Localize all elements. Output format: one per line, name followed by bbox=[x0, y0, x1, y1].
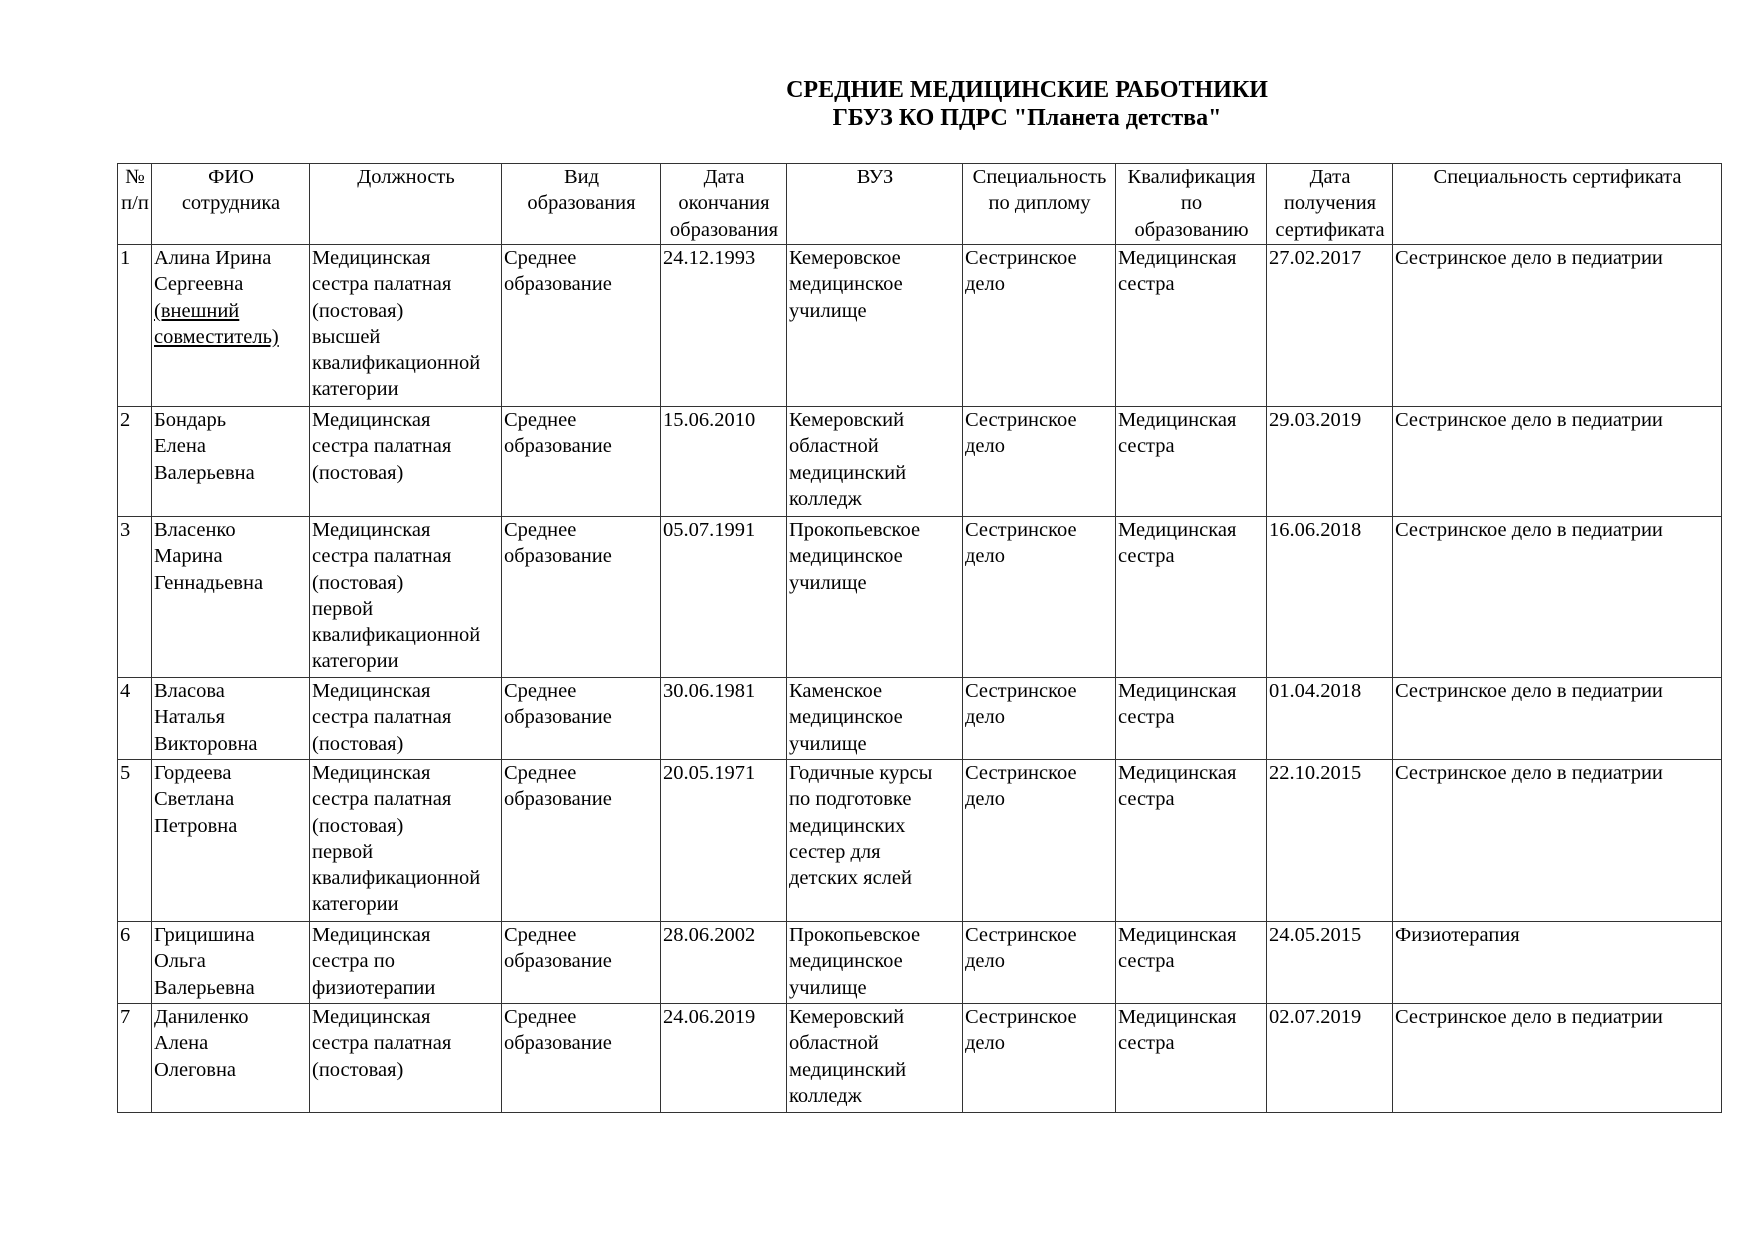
cell-text-line: Среднее bbox=[504, 762, 577, 784]
cell-text-line: медицинский bbox=[789, 461, 907, 484]
cell-text-line: сестра палатная bbox=[312, 273, 452, 296]
table-row bbox=[118, 407, 1722, 517]
cell-text-line: образование bbox=[504, 706, 612, 729]
cell-certificate-specialty: Сестринское дело в педиатрии bbox=[1393, 1004, 1722, 1113]
cell-position bbox=[310, 407, 502, 517]
cell-diploma-specialty bbox=[963, 760, 1116, 922]
cell-text-line: Годичные курсы bbox=[789, 762, 933, 784]
cell-text-line: Елена bbox=[154, 435, 206, 458]
cell-text-line: Валерьевна bbox=[154, 976, 255, 999]
cell-text-line: Геннадьевна bbox=[154, 571, 264, 594]
cell-text-line: Кемеровское bbox=[789, 247, 901, 269]
cell-number: 5 bbox=[118, 760, 152, 922]
header-education-type bbox=[502, 164, 661, 245]
cell-institution bbox=[787, 407, 963, 517]
cell-text-line: Медицинская bbox=[312, 680, 431, 702]
header-institution bbox=[787, 164, 963, 245]
cell-certificate-date: 24.05.2015 bbox=[1267, 922, 1393, 1004]
cell-text-line: Светлана bbox=[154, 788, 235, 811]
cell-diploma-specialty bbox=[963, 678, 1116, 760]
cell-text-line: медицинское bbox=[789, 950, 903, 973]
cell-text-line: Сестринское bbox=[965, 409, 1077, 431]
cell-text-line: Прокопьевское bbox=[789, 519, 921, 541]
cell-text-line: медицинское bbox=[789, 545, 903, 568]
cell-diploma-specialty bbox=[963, 1004, 1116, 1113]
cell-certificate-specialty: Сестринское дело в педиатрии bbox=[1393, 760, 1722, 922]
table-row bbox=[118, 517, 1722, 678]
cell-text-line: Олеговна bbox=[154, 1058, 237, 1081]
cell-qualification bbox=[1116, 517, 1267, 678]
cell-text-line: Петровна bbox=[154, 814, 238, 837]
cell-text-line: образование bbox=[504, 435, 612, 458]
cell-text-line: училище bbox=[789, 976, 867, 999]
cell-certificate-specialty: Сестринское дело в педиатрии bbox=[1393, 245, 1722, 407]
cell-text-line: дело bbox=[965, 1032, 1006, 1055]
cell-text-line: категории bbox=[312, 650, 399, 673]
cell-number: 1 bbox=[118, 245, 152, 407]
cell-diploma-specialty bbox=[963, 922, 1116, 1004]
cell-text-line: Наталья bbox=[154, 706, 225, 729]
cell-number: 2 bbox=[118, 407, 152, 517]
header-text-line: п/п bbox=[121, 192, 149, 215]
cell-text-line: Среднее bbox=[504, 924, 577, 946]
cell-number: 7 bbox=[118, 1004, 152, 1113]
header-text-line: образованию bbox=[1134, 218, 1249, 241]
cell-qualification bbox=[1116, 407, 1267, 517]
cell-text-line: (постовая) bbox=[312, 814, 404, 837]
cell-text-line: квалификационной bbox=[312, 867, 481, 890]
cell-full-name bbox=[152, 407, 310, 517]
cell-position bbox=[310, 678, 502, 760]
cell-text-line: колледж bbox=[789, 487, 862, 510]
cell-qualification bbox=[1116, 760, 1267, 922]
cell-position bbox=[310, 245, 502, 407]
cell-text-line: Медицинская bbox=[1118, 519, 1237, 541]
cell-text-line: дело bbox=[965, 788, 1006, 811]
cell-text-line: областной bbox=[789, 1032, 879, 1055]
cell-text-line: квалификационной bbox=[312, 352, 481, 375]
cell-text-line: (постовая) bbox=[312, 461, 404, 484]
cell-graduation-date: 24.06.2019 bbox=[661, 1004, 787, 1113]
cell-education-type bbox=[502, 922, 661, 1004]
cell-graduation-date: 15.06.2010 bbox=[661, 407, 787, 517]
cell-text-line: Сестринское bbox=[965, 1006, 1077, 1028]
cell-diploma-specialty bbox=[963, 245, 1116, 407]
header-text-line: по диплому bbox=[988, 192, 1091, 215]
cell-text-line: (постовая) bbox=[312, 1058, 404, 1081]
header-number bbox=[118, 164, 152, 245]
cell-education-type bbox=[502, 678, 661, 760]
cell-qualification bbox=[1116, 1004, 1267, 1113]
cell-text-line: Сестринское bbox=[965, 519, 1077, 541]
cell-text-line: Среднее bbox=[504, 1006, 577, 1028]
cell-certificate-specialty: Сестринское дело в педиатрии bbox=[1393, 678, 1722, 760]
cell-institution bbox=[787, 678, 963, 760]
header-text-line: окончания bbox=[678, 192, 770, 215]
title-line-1: СРЕДНИЕ МЕДИЦИНСКИЕ РАБОТНИКИ bbox=[786, 77, 1268, 103]
cell-text-line: Каменское bbox=[789, 680, 883, 702]
cell-certificate-date: 29.03.2019 bbox=[1267, 407, 1393, 517]
header-text-line: получения bbox=[1283, 192, 1377, 215]
cell-text-line: Среднее bbox=[504, 519, 577, 541]
cell-text-line: сестра bbox=[1118, 1032, 1175, 1055]
table-row bbox=[118, 245, 1722, 407]
cell-text-line: Бондарь bbox=[154, 409, 227, 431]
cell-text-line: Медицинская bbox=[312, 1006, 431, 1028]
cell-text-line: первой bbox=[312, 597, 374, 620]
cell-text-line: Кемеровский bbox=[789, 409, 905, 431]
cell-text-line: Среднее bbox=[504, 680, 577, 702]
cell-graduation-date: 28.06.2002 bbox=[661, 922, 787, 1004]
table-header-row bbox=[118, 164, 1722, 245]
document-title bbox=[0, 76, 1754, 132]
cell-text-line: областной bbox=[789, 435, 879, 458]
table-row bbox=[118, 760, 1722, 922]
cell-text-line: образование bbox=[504, 1032, 612, 1055]
cell-text-line: образование bbox=[504, 545, 612, 568]
cell-text-line: Сестринское bbox=[965, 680, 1077, 702]
cell-text-line: медицинских bbox=[789, 814, 906, 837]
cell-text-line: квалификационной bbox=[312, 624, 481, 647]
cell-certificate-date: 01.04.2018 bbox=[1267, 678, 1393, 760]
cell-institution bbox=[787, 922, 963, 1004]
cell-graduation-date: 30.06.1981 bbox=[661, 678, 787, 760]
cell-education-type bbox=[502, 517, 661, 678]
table-row bbox=[118, 922, 1722, 1004]
cell-certificate-specialty: Сестринское дело в педиатрии bbox=[1393, 407, 1722, 517]
cell-text-line: дело bbox=[965, 545, 1006, 568]
cell-text-line: Медицинская bbox=[312, 924, 431, 946]
cell-text-line: Медицинская bbox=[1118, 409, 1237, 431]
cell-text-line: сестра палатная bbox=[312, 706, 452, 729]
cell-text-line: Гордеева bbox=[154, 762, 232, 784]
header-text-line: № bbox=[125, 166, 145, 188]
cell-text-line: сестра по bbox=[312, 950, 395, 973]
cell-text-line: Даниленко bbox=[154, 1006, 249, 1028]
cell-graduation-date: 24.12.1993 bbox=[661, 245, 787, 407]
cell-text-line: (постовая) bbox=[312, 732, 404, 755]
cell-text-line: Ольга bbox=[154, 950, 206, 973]
header-certificate-specialty bbox=[1393, 164, 1722, 245]
cell-text-line: сестра палатная bbox=[312, 1032, 452, 1055]
cell-text-line: Медицинская bbox=[312, 519, 431, 541]
cell-education-type bbox=[502, 407, 661, 517]
cell-text-line: сестра палатная bbox=[312, 788, 452, 811]
cell-text-line: Грицишина bbox=[154, 924, 255, 946]
cell-certificate-date: 02.07.2019 bbox=[1267, 1004, 1393, 1113]
cell-full-name bbox=[152, 922, 310, 1004]
cell-text-line: Сергеевна bbox=[154, 273, 244, 296]
external-part-timer-note: (внешний bbox=[154, 299, 240, 322]
header-full-name bbox=[152, 164, 310, 245]
cell-full-name bbox=[152, 678, 310, 760]
cell-text-line: колледж bbox=[789, 1084, 862, 1107]
cell-text-line: по подготовке bbox=[789, 788, 912, 811]
cell-text-line: детских яслей bbox=[789, 867, 912, 890]
cell-text-line: (постовая) bbox=[312, 299, 404, 322]
cell-text-line: Медицинская bbox=[1118, 247, 1237, 269]
cell-text-line: первой bbox=[312, 840, 374, 863]
header-text-line: сертификата bbox=[1275, 218, 1385, 241]
header-text-line: ВУЗ bbox=[856, 166, 894, 188]
cell-graduation-date: 20.05.1971 bbox=[661, 760, 787, 922]
cell-qualification bbox=[1116, 922, 1267, 1004]
header-graduation-date bbox=[661, 164, 787, 245]
cell-text-line: Медицинская bbox=[1118, 1006, 1237, 1028]
cell-qualification bbox=[1116, 678, 1267, 760]
header-text-line: сотрудника bbox=[181, 192, 281, 215]
cell-text-line: сестер для bbox=[789, 840, 881, 863]
cell-institution bbox=[787, 245, 963, 407]
cell-text-line: образование bbox=[504, 950, 612, 973]
cell-text-line: Марина bbox=[154, 545, 223, 568]
header-text-line: образования bbox=[527, 192, 636, 215]
cell-text-line: сестра bbox=[1118, 706, 1175, 729]
cell-text-line: Валерьевна bbox=[154, 461, 255, 484]
cell-text-line: дело bbox=[965, 273, 1006, 296]
cell-position bbox=[310, 922, 502, 1004]
cell-text-line: училище bbox=[789, 571, 867, 594]
header-certificate-date bbox=[1267, 164, 1393, 245]
external-part-timer-note: совместитель) bbox=[154, 325, 279, 348]
cell-text-line: медицинский bbox=[789, 1058, 907, 1081]
cell-certificate-date: 27.02.2017 bbox=[1267, 245, 1393, 407]
cell-text-line: училище bbox=[789, 299, 867, 322]
cell-text-line: Прокопьевское bbox=[789, 924, 921, 946]
cell-text-line: Алена bbox=[154, 1032, 209, 1055]
table-body bbox=[118, 245, 1722, 1113]
title-line-2: ГБУЗ КО ПДРС "Планета детства" bbox=[832, 105, 1222, 131]
cell-education-type bbox=[502, 760, 661, 922]
table-row bbox=[118, 678, 1722, 760]
cell-text-line: Медицинская bbox=[312, 762, 431, 784]
cell-text-line: образование bbox=[504, 788, 612, 811]
cell-text-line: дело bbox=[965, 950, 1006, 973]
cell-text-line: Медицинская bbox=[1118, 680, 1237, 702]
cell-full-name bbox=[152, 760, 310, 922]
cell-text-line: сестра палатная bbox=[312, 545, 452, 568]
cell-text-line: категории bbox=[312, 378, 399, 401]
cell-text-line: сестра bbox=[1118, 545, 1175, 568]
cell-text-line: дело bbox=[965, 435, 1006, 458]
cell-number: 3 bbox=[118, 517, 152, 678]
cell-text-line: Алина Ирина bbox=[154, 247, 272, 269]
cell-full-name bbox=[152, 517, 310, 678]
staff-table bbox=[117, 163, 1722, 1113]
cell-text-line: Кемеровский bbox=[789, 1006, 905, 1028]
cell-text-line: категории bbox=[312, 893, 399, 916]
header-text-line: Специальность сертификата bbox=[1433, 166, 1682, 188]
header-text-line: образования bbox=[669, 218, 779, 241]
cell-full-name bbox=[152, 1004, 310, 1113]
cell-number: 6 bbox=[118, 922, 152, 1004]
cell-text-line: дело bbox=[965, 706, 1006, 729]
cell-position bbox=[310, 517, 502, 678]
cell-institution bbox=[787, 1004, 963, 1113]
cell-certificate-date: 16.06.2018 bbox=[1267, 517, 1393, 678]
header-qualification bbox=[1116, 164, 1267, 245]
cell-diploma-specialty bbox=[963, 407, 1116, 517]
header-text-line: по bbox=[1180, 192, 1203, 215]
cell-position bbox=[310, 760, 502, 922]
header-text-line: Дата bbox=[1309, 166, 1351, 188]
header-text-line: Вид bbox=[563, 166, 600, 188]
cell-diploma-specialty bbox=[963, 517, 1116, 678]
cell-text-line: сестра bbox=[1118, 435, 1175, 458]
cell-text-line: (постовая) bbox=[312, 571, 404, 594]
cell-text-line: Власенко bbox=[154, 519, 236, 541]
cell-full-name bbox=[152, 245, 310, 407]
cell-education-type bbox=[502, 1004, 661, 1113]
cell-text-line: Среднее bbox=[504, 247, 577, 269]
cell-number: 4 bbox=[118, 678, 152, 760]
header-text-line: Должность bbox=[357, 166, 455, 188]
header-text-line: Дата bbox=[703, 166, 745, 188]
cell-text-line: Сестринское bbox=[965, 247, 1077, 269]
cell-text-line: Медицинская bbox=[312, 409, 431, 431]
cell-text-line: Медицинская bbox=[1118, 924, 1237, 946]
cell-text-line: образование bbox=[504, 273, 612, 296]
cell-certificate-specialty: Сестринское дело в педиатрии bbox=[1393, 517, 1722, 678]
cell-text-line: медицинское bbox=[789, 706, 903, 729]
header-text-line: Специальность bbox=[972, 166, 1107, 188]
cell-certificate-specialty: Физиотерапия bbox=[1393, 922, 1722, 1004]
cell-text-line: медицинское bbox=[789, 273, 903, 296]
cell-position bbox=[310, 1004, 502, 1113]
cell-text-line: высшей bbox=[312, 325, 381, 348]
cell-certificate-date: 22.10.2015 bbox=[1267, 760, 1393, 922]
cell-text-line: сестра палатная bbox=[312, 435, 452, 458]
header-text-line: ФИО bbox=[208, 166, 254, 188]
cell-text-line: физиотерапии bbox=[312, 976, 436, 999]
cell-text-line: Власова bbox=[154, 680, 225, 702]
header-diploma-specialty bbox=[963, 164, 1116, 245]
cell-text-line: Медицинская bbox=[312, 247, 431, 269]
header-position bbox=[310, 164, 502, 245]
cell-text-line: Сестринское bbox=[965, 924, 1077, 946]
cell-qualification bbox=[1116, 245, 1267, 407]
cell-text-line: сестра bbox=[1118, 273, 1175, 296]
header-text-line: Квалификация bbox=[1127, 166, 1256, 188]
cell-text-line: сестра bbox=[1118, 950, 1175, 973]
cell-text-line: Викторовна bbox=[154, 732, 258, 755]
cell-text-line: сестра bbox=[1118, 788, 1175, 811]
table-row bbox=[118, 1004, 1722, 1113]
cell-text-line: училище bbox=[789, 732, 867, 755]
cell-institution bbox=[787, 760, 963, 922]
cell-text-line: Среднее bbox=[504, 409, 577, 431]
cell-text-line: Медицинская bbox=[1118, 762, 1237, 784]
cell-education-type bbox=[502, 245, 661, 407]
cell-institution bbox=[787, 517, 963, 678]
cell-graduation-date: 05.07.1991 bbox=[661, 517, 787, 678]
cell-text-line: Сестринское bbox=[965, 762, 1077, 784]
